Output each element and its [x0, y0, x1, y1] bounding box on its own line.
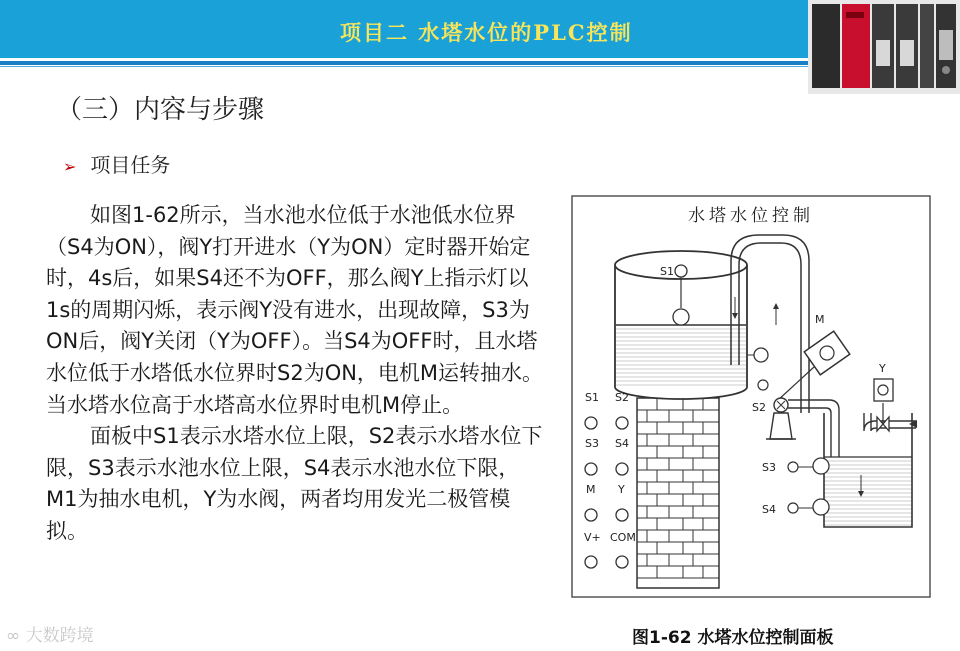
- header-bar: [0, 0, 808, 58]
- bullet-text: 项目任务: [90, 153, 171, 177]
- panel-indicator-s4: [616, 463, 628, 475]
- panel-label-com: COM: [610, 531, 636, 544]
- panel-label-s2: S2: [615, 391, 629, 404]
- bullet-item: [63, 149, 170, 178]
- s4-pool-connector: [788, 503, 798, 513]
- panel-terminal-com: [616, 556, 628, 568]
- panel-label-s4: S4: [615, 437, 629, 450]
- figure-title: 水塔水位控制: [688, 206, 814, 226]
- panel-indicator-y: [616, 509, 628, 521]
- s4-pool-label: S4: [762, 503, 776, 516]
- body-paragraph: 面板中S1表示水塔水位上限，S2表示水塔水位下限，S3表示水池水位上限，S4表示水池水位下限，M1为抽水电机，Y为水阀，两者均用发光二极管模拟。: [46, 424, 543, 543]
- panel-label-m: M: [586, 483, 596, 496]
- panel-label-s3: S3: [585, 437, 599, 450]
- motor-label: M: [815, 313, 825, 326]
- panel-indicator-m: [585, 509, 597, 521]
- s2-tank-sensor: [754, 348, 768, 362]
- s3-pool-connector: [788, 462, 798, 472]
- s1-tank-sensor: [675, 265, 687, 277]
- s2-connector: [758, 380, 768, 390]
- panel-label-vplus: V+: [584, 531, 601, 544]
- s3-pool-float: [813, 458, 829, 474]
- header-divider: [0, 61, 808, 65]
- panel-label-y: Y: [618, 483, 625, 496]
- plc-hardware-image: [808, 0, 960, 94]
- s1-float: [673, 309, 689, 325]
- valve-y-label: Y: [879, 362, 886, 375]
- s4-pool-float: [813, 499, 829, 515]
- figure-caption: 图1-62 水塔水位控制面板: [632, 628, 834, 648]
- header-divider-thin: [0, 66, 808, 67]
- header-title: 项目二 水塔水位的PLC控制: [340, 20, 633, 45]
- section-title: （三）内容与步骤: [56, 95, 265, 125]
- panel-terminal-vplus: [585, 556, 597, 568]
- tower-brick-column: [637, 398, 719, 588]
- water-tower-diagram: [571, 195, 931, 598]
- s2-tank-label: S2: [752, 401, 766, 414]
- watermark-text: 大数跨境: [25, 626, 94, 646]
- panel-indicator-s1: [585, 417, 597, 429]
- arrow-bullet-icon: ➢: [63, 157, 77, 176]
- panel-label-s1: S1: [585, 391, 599, 404]
- watermark: ∞ 大数跨境: [6, 626, 94, 646]
- s1-tank-label: S1: [660, 265, 674, 278]
- body-paragraph: 如图1-62所示，当水池水位低于水池低水位界（S4为ON），阀Y打开进水（Y为ON）定时器开始定时，4s后，如果S4还不为OFF，那么阀Y上指示灯以1s的周期闪烁，表示阀Y没有进水，出现故障，S3为ON后，阀Y关闭（Y为OFF）。当S4为OFF时，且水塔水位低于水塔低水位界时S2为ON，电机M运转抽水。当水塔水位高于水塔高水位界时电机M停止。: [46, 203, 544, 417]
- panel-indicator-s3: [585, 463, 597, 475]
- body-text: [46, 200, 546, 548]
- s3-pool-label: S3: [762, 461, 776, 474]
- panel-indicator-s2: [616, 417, 628, 429]
